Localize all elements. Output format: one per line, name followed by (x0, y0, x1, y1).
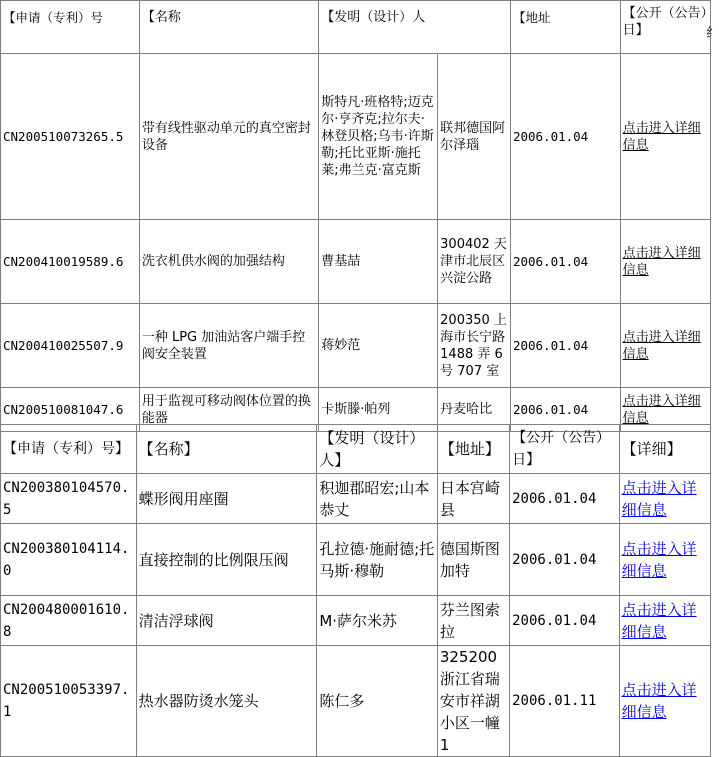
patent-name: 带有线性驱动单元的真空密封设备 (139, 54, 318, 220)
detail-link[interactable]: 点击进入详细信息 (622, 245, 701, 278)
inventors: 积迦郡昭宏;山本恭丈 (317, 474, 438, 524)
patent-name: 直接控制的比例限压阀 (136, 524, 317, 596)
address: 德国斯图加特 (437, 524, 509, 596)
inventors: 孔拉德·施耐德;托马斯·穆勒 (317, 524, 438, 596)
header-name: 【名称】 (136, 425, 317, 474)
address: 325200 浙江省瑞安市祥湖小区一幢 1 (437, 646, 509, 757)
detail-cell (619, 596, 710, 646)
header-publication-date: 【公开（公告）日】 (620, 1, 710, 54)
inventors: 曹基喆 (319, 220, 438, 304)
detail-link[interactable]: 点击进入详细信息 (622, 120, 701, 153)
table-header-row (1, 1, 711, 54)
application-number: CN200510081047.6 (1, 388, 140, 432)
detail-cell (620, 54, 710, 220)
patent-table-2 (0, 424, 711, 757)
table-row (1, 54, 711, 220)
header-publication-date: 【公开（公告）日】 (510, 425, 619, 474)
patent-name: 清洁浮球阀 (136, 596, 317, 646)
application-number: CN200410019589.6 (1, 220, 140, 304)
header-detail: 【详细】 (619, 425, 710, 474)
table-header-row (1, 425, 711, 474)
patent-name: 热水器防烫水笼头 (136, 646, 317, 757)
header-application-number: 【申请（专利）号 (1, 1, 140, 54)
detail-cell (620, 220, 710, 304)
header-address: 【地址】 (437, 425, 509, 474)
address: 丹麦哈比 (438, 388, 511, 432)
header-address: 【地址 (510, 1, 620, 54)
inventors: 陈仁多 (317, 646, 438, 757)
publication-date: 2006.01.04 (510, 474, 619, 524)
detail-link[interactable]: 点击进入详细信息 (621, 478, 697, 519)
address: 芬兰图索拉 (437, 596, 509, 646)
table-row (1, 524, 711, 596)
detail-cell (619, 524, 710, 596)
detail-link[interactable]: 点击进入详细信息 (621, 539, 697, 580)
address: 联邦德国阿尔泽瑙 (438, 54, 511, 220)
table-row (1, 220, 711, 304)
application-number: CN200510073265.5 (1, 54, 140, 220)
clipped-edge-text: 纟 (706, 26, 719, 41)
publication-date: 2006.01.04 (510, 304, 620, 388)
publication-date: 2006.01.04 (510, 596, 619, 646)
patent-name: 用于监视可移动阀体位置的换能器 (139, 388, 318, 432)
address: 日本宫崎县 (437, 474, 509, 524)
inventors: 斯特凡·班格特;迈克尔·亨齐克;拉尔夫·林登贝格;乌韦·许斯勒;托比亚斯·施托莱;弗兰克·富克斯 (319, 54, 438, 220)
header-inventor: 【发明（设计）人 (319, 1, 511, 54)
address: 300402 天津市北辰区兴淀公路 (438, 220, 511, 304)
inventors: 蒋妙范 (319, 304, 438, 388)
header-application-number: 【申请（专利）号】 (1, 425, 137, 474)
detail-link[interactable]: 点击进入详细信息 (621, 681, 697, 721)
detail-cell (619, 474, 710, 524)
publication-date: 2006.01.04 (510, 388, 620, 432)
publication-date: 2006.01.04 (510, 220, 620, 304)
patent-name: 一种 LPG 加油站客户端手控阀安全装置 (139, 304, 318, 388)
application-number: CN200480001610.8 (1, 596, 137, 646)
application-number: CN200510053397.1 (1, 646, 137, 757)
address: 200350 上海市长宁路 1488 弄 6 号 707 室 (438, 304, 511, 388)
publication-date: 2006.01.04 (510, 524, 619, 596)
detail-cell (620, 304, 710, 388)
header-inventor: 【发明（设计）人】 (317, 425, 438, 474)
application-number: CN200380104570.5 (1, 474, 137, 524)
inventors: 卡斯滕·帕列 (319, 388, 438, 432)
table-row (1, 596, 711, 646)
header-name: 【名称 (139, 1, 318, 54)
publication-date: 2006.01.04 (510, 54, 620, 220)
table-row (1, 646, 711, 757)
patent-name: 洗衣机供水阀的加强结构 (139, 220, 318, 304)
detail-cell (619, 646, 710, 757)
detail-link[interactable]: 点击进入详细信息 (621, 600, 697, 641)
application-number: CN200410025507.9 (1, 304, 140, 388)
detail-link[interactable]: 点击进入详细信息 (622, 329, 701, 362)
patent-name: 蝶形阀用座圈 (136, 474, 317, 524)
table-row (1, 474, 711, 524)
publication-date: 2006.01.11 (510, 646, 619, 757)
inventors: M·萨尔米苏 (317, 596, 438, 646)
application-number: CN200380104114.0 (1, 524, 137, 596)
table-row (1, 304, 711, 388)
detail-link[interactable]: 点击进入详细信息 (622, 393, 701, 426)
